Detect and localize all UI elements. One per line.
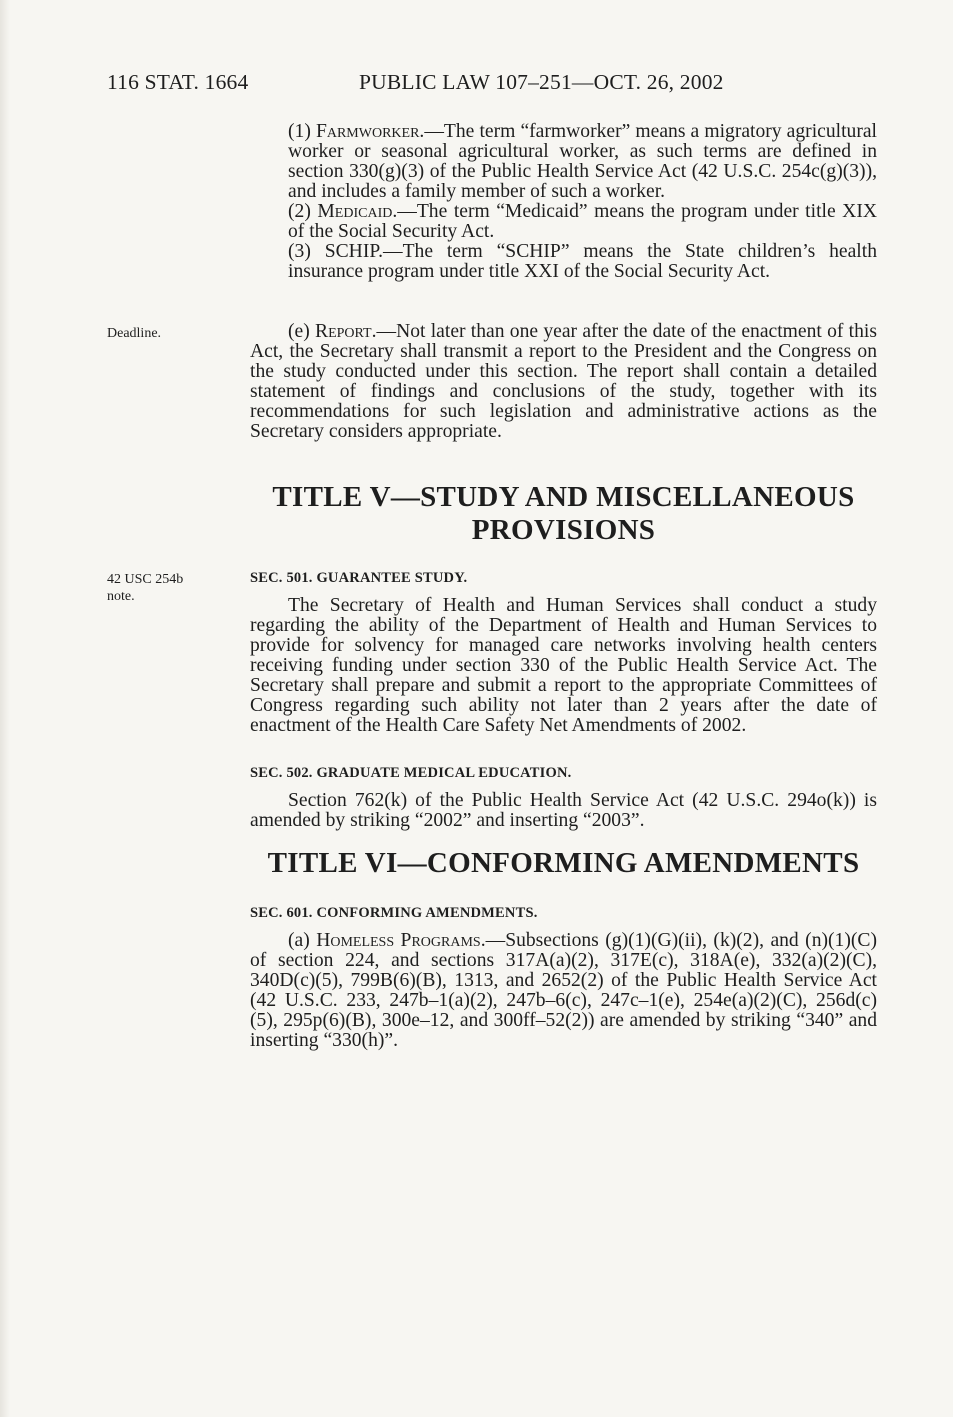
- margin-note-usc: [107, 571, 183, 605]
- sec-601-heading: SEC. 601. CONFORMING AMENDMENTS.: [250, 905, 538, 921]
- page-header: [107, 70, 724, 95]
- title-vi-line1: TITLE VI—CONFORMING AMENDMENTS: [267, 847, 860, 879]
- title-v-line1: TITLE V—STUDY AND MISCELLANEOUS: [272, 481, 855, 513]
- definition-number: (2): [288, 201, 311, 222]
- definition-term: SCHIP: [324, 241, 379, 262]
- title-vi-heading: [250, 847, 877, 880]
- definition-term: Farmworker: [315, 121, 420, 142]
- title-v-line2: PROVISIONS: [471, 514, 656, 546]
- stat-citation: 116 STAT. 1664: [107, 70, 249, 94]
- definition-schip: [250, 242, 877, 282]
- report-paragraph: [250, 322, 877, 442]
- report-text: .—Not later than one year after the date of the enactment of this Act, the Secretary shall transmit a report to the President and the Congress on the study conducted under this section. The report shall contain a detailed statement of findings and conclusions of the study, together with its recommendations for such legislation and administrative actions as the Secretary considers appropriate.: [250, 321, 877, 442]
- sec-601-text: .—Subsections (g)(1)(G)(ii), (k)(2), and (n)(1)(C) of section 224, and sections 317A(a)(2), 317E(c), 318A(e), 332(a)(2)(C), 340D(c)(5), 799B(6)(B), 1313, and 2652(2) of the Public Health Service Act (42 U.S.C. 233, 247b–1(a)(2), 247b–6(c), 247c–1(e), 254e(a)(2)(C), 256d(c)(5), 295p(6)(B), 300e–12, and 300ff–52(2)) are amended by striking “340” and inserting “330(h)”.: [250, 930, 877, 1051]
- sec-502-heading: SEC. 502. GRADUATE MEDICAL EDUCATION.: [250, 765, 572, 781]
- page-edge-shadow: [0, 0, 10, 1417]
- sec-601-block: [250, 903, 877, 1051]
- sec-601-label: (a): [288, 930, 310, 951]
- usc-citation: 42 USC 254b: [107, 572, 184, 587]
- definition-number: (1): [288, 121, 311, 142]
- definition-term: Medicaid: [317, 201, 393, 222]
- report-term: Report: [315, 321, 372, 342]
- sec-501-block: [250, 568, 877, 736]
- definition-text: .—The term “farmworker” means a migratory agricultural worker or seasonal agricultural worker, as such terms are defined in section 330(g)(3) of the Public Health Service Act (42 U.S.C. 254c(g)(3)), and includes a family member of such a worker.: [288, 121, 877, 202]
- definition-medicaid: [250, 202, 877, 242]
- sec-502-text: Section 762(k) of the Public Health Service Act (42 U.S.C. 294o(k)) is amended by striking “2002” and inserting “2003”.: [250, 790, 877, 831]
- definitions-block: [250, 122, 877, 282]
- sec-502-block: [250, 763, 877, 831]
- definition-text: .—The term “Medicaid” means the program under title XIX of the Social Security Act.: [288, 201, 877, 242]
- sec-601-term: Homeless Programs: [316, 930, 481, 951]
- title-v-heading: [250, 481, 877, 547]
- report-block: [250, 322, 877, 442]
- sec-501-text: The Secretary of Health and Human Services shall conduct a study regarding the ability of the Department of Health and Human Services to provide for solvency for managed care networks involving health centers receiving funding under section 330 of the Public Health Service Act. The Secretary shall prepare and submit a report to the appropriate Committees of Congress regarding such ability not later than 2 years after the date of enactment of the Health Care Safety Net Amendments of 2002.: [250, 595, 877, 736]
- definition-number: (3): [288, 241, 311, 262]
- sec-601-paragraph: [250, 931, 877, 1051]
- usc-note: note.: [107, 589, 135, 604]
- sec-501-heading: SEC. 501. GUARANTEE STUDY.: [250, 570, 468, 586]
- definition-text: .—The term “SCHIP” means the State children’s health insurance program under title XXI of the Social Security Act.: [288, 241, 877, 282]
- definition-farmworker: [250, 122, 877, 202]
- report-label: (e): [288, 321, 310, 342]
- margin-note-deadline: Deadline.: [107, 326, 162, 341]
- public-law-citation: PUBLIC LAW 107–251—OCT. 26, 2002: [359, 70, 724, 94]
